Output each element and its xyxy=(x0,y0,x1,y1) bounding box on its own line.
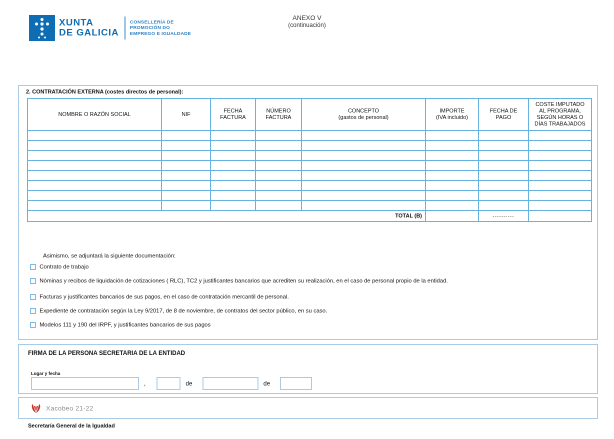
table-cell[interactable] xyxy=(302,201,426,211)
table-cell[interactable] xyxy=(479,191,529,201)
table-cell[interactable] xyxy=(211,161,256,171)
department-line2: PROMOCIÓN DO xyxy=(129,25,170,31)
table-cell[interactable] xyxy=(28,131,162,141)
doc-item xyxy=(30,264,89,271)
table-cell[interactable] xyxy=(28,151,162,161)
table-cell[interactable] xyxy=(28,191,162,201)
table-cell[interactable] xyxy=(302,151,426,161)
table-cell[interactable] xyxy=(426,171,479,181)
col-header-fecha-factura: FECHA FACTURA xyxy=(211,99,256,131)
xacobeo-panel xyxy=(18,397,598,419)
table-cell[interactable] xyxy=(28,161,162,171)
table-cell[interactable] xyxy=(426,131,479,141)
table-cell[interactable] xyxy=(28,201,162,211)
documentation-intro: Asimismo, se adjuntará la siguiente documentación: xyxy=(43,253,176,259)
table-cell[interactable] xyxy=(211,171,256,181)
place-date-row xyxy=(31,377,312,390)
table-cell[interactable] xyxy=(211,201,256,211)
table-cell[interactable] xyxy=(162,181,211,191)
total-label: TOTAL (B) xyxy=(28,211,426,222)
total-coste-cell[interactable] xyxy=(529,211,592,222)
footer-organization: Secretaría General de la Igualdad xyxy=(28,423,115,429)
table-cell[interactable] xyxy=(28,181,162,191)
page-title xyxy=(0,14,614,29)
section-title: 2. CONTRATACIÓN EXTERNA (costes directos de personal): xyxy=(26,89,184,95)
table-cell[interactable] xyxy=(256,131,302,141)
doc-item xyxy=(30,278,448,285)
checkbox[interactable] xyxy=(30,308,36,314)
place-input[interactable] xyxy=(31,377,139,390)
xacobeo-label: Xacobeo 21-22 xyxy=(46,404,94,412)
table-cell[interactable] xyxy=(529,191,592,201)
table-cell[interactable] xyxy=(302,171,426,181)
total-importe-cell[interactable] xyxy=(426,211,479,222)
doc-item xyxy=(30,308,327,315)
col-header-nif: NIF xyxy=(162,99,211,131)
table-cell[interactable] xyxy=(162,171,211,181)
table-cell[interactable] xyxy=(529,131,592,141)
table-cell[interactable] xyxy=(162,161,211,171)
table-cell[interactable] xyxy=(28,171,162,181)
comma-separator: , xyxy=(144,380,146,387)
table-cell[interactable] xyxy=(256,161,302,171)
checkbox[interactable] xyxy=(30,322,36,328)
table-row xyxy=(28,191,592,201)
total-row xyxy=(28,211,592,222)
day-input[interactable] xyxy=(157,377,181,390)
table-cell[interactable] xyxy=(529,201,592,211)
signature-title: FIRMA DE LA PERSONA SECRETARIA DE LA ENTIDAD xyxy=(28,349,186,357)
table-cell[interactable] xyxy=(479,131,529,141)
table-row xyxy=(28,181,592,191)
table-cell[interactable] xyxy=(529,141,592,151)
table-cell[interactable] xyxy=(426,201,479,211)
de-label-2: de xyxy=(263,380,271,387)
table-cell[interactable] xyxy=(162,141,211,151)
table-cell[interactable] xyxy=(426,151,479,161)
table-cell[interactable] xyxy=(256,201,302,211)
table-cell[interactable] xyxy=(256,191,302,201)
table-cell[interactable] xyxy=(162,201,211,211)
table-cell[interactable] xyxy=(302,181,426,191)
department-line3: EMPREGO E IGUALDADE xyxy=(129,30,192,37)
table-cell[interactable] xyxy=(529,181,592,191)
table-cell[interactable] xyxy=(256,171,302,181)
table-empty-rows xyxy=(28,131,592,211)
col-header-numero-factura: NÚMERO FACTURA xyxy=(256,99,302,131)
table-cell[interactable] xyxy=(211,141,256,151)
contracting-panel xyxy=(18,85,598,340)
table-cell[interactable] xyxy=(426,141,479,151)
table-cell[interactable] xyxy=(479,201,529,211)
doc-item-label: Contrato de trabajo xyxy=(39,264,89,270)
doc-item xyxy=(30,322,211,329)
table-cell[interactable] xyxy=(162,151,211,161)
table-cell[interactable] xyxy=(256,141,302,151)
col-header-importe: IMPORTE (IVA incluido) xyxy=(426,99,479,131)
col-header-concepto: CONCEPTO (gastos de personal) xyxy=(302,99,426,131)
place-date-label: Lugar y fecha xyxy=(31,371,61,376)
month-input[interactable] xyxy=(202,377,258,390)
department-line1: CONSELLERÍA DE xyxy=(129,19,174,25)
table-cell[interactable] xyxy=(302,161,426,171)
col-header-coste-imputado: COSTE IMPUTADO AL PROGRAMA, SEGÚN HORAS O DÍAS TRABAJADOS xyxy=(529,99,592,131)
table-cell[interactable] xyxy=(302,131,426,141)
table-row xyxy=(28,171,592,181)
annex-subtitle: (continuación) xyxy=(288,21,326,29)
table-row xyxy=(28,151,592,161)
doc-item-label: Nóminas y recibos de liquidación de cotizaciones ( RLC), TC2 y justificantes bancarios que acrediten su realización, en el caso de personal propio de la entidad. xyxy=(39,278,448,284)
doc-item xyxy=(30,294,289,301)
doc-item-label: Facturas y justificantes bancarios de sus pagos, en el caso de contratación mercantil de personal. xyxy=(39,294,289,300)
table-cell[interactable] xyxy=(426,161,479,171)
table-cell[interactable] xyxy=(479,141,529,151)
table-cell[interactable] xyxy=(256,151,302,161)
table-cell[interactable] xyxy=(162,191,211,201)
table-cell[interactable] xyxy=(479,151,529,161)
checkbox[interactable] xyxy=(30,264,36,270)
table-cell[interactable] xyxy=(479,161,529,171)
total-fecha-pago-cell: ---------- xyxy=(479,211,529,222)
table-cell[interactable] xyxy=(426,191,479,201)
checkbox[interactable] xyxy=(30,294,36,300)
brand-line2: DE GALICIA xyxy=(59,27,119,38)
table-row xyxy=(28,131,592,141)
table-cell[interactable] xyxy=(426,181,479,191)
table-cell[interactable] xyxy=(529,151,592,161)
table-cell[interactable] xyxy=(479,171,529,181)
table-cell[interactable] xyxy=(211,181,256,191)
table-cell[interactable] xyxy=(302,141,426,151)
external-contracting-table xyxy=(27,98,592,222)
year-input[interactable] xyxy=(280,377,312,390)
de-label-1: de xyxy=(185,380,193,387)
col-header-nombre: NOMBRE O RAZÓN SOCIAL xyxy=(28,99,162,131)
annex-title: ANEXO V xyxy=(292,14,322,22)
signature-panel xyxy=(18,344,598,394)
table-cell[interactable] xyxy=(211,191,256,201)
table-cell[interactable] xyxy=(479,181,529,191)
brand-line1: XUNTA xyxy=(59,17,94,28)
table-row xyxy=(28,141,592,151)
table-row xyxy=(28,201,592,211)
table-cell[interactable] xyxy=(256,181,302,191)
table-header-row xyxy=(28,99,592,131)
table-cell[interactable] xyxy=(302,191,426,201)
table-cell[interactable] xyxy=(529,161,592,171)
doc-item-label: Expediente de contratación según la Ley 9/2017, de 8 de noviembre, de contratos del sector público, en su caso. xyxy=(39,308,328,314)
table-cell[interactable] xyxy=(28,141,162,151)
table-cell[interactable] xyxy=(211,131,256,141)
scallop-shell-icon xyxy=(30,402,42,414)
table-row xyxy=(28,161,592,171)
checkbox[interactable] xyxy=(30,278,36,284)
table-cell[interactable] xyxy=(211,151,256,161)
doc-item-label: Modelos 111 y 190 del IRPF, y justificantes bancarios de sus pagos xyxy=(39,322,211,328)
table-cell[interactable] xyxy=(162,131,211,141)
table-cell[interactable] xyxy=(529,171,592,181)
col-header-fecha-pago: FECHA DE PAGO xyxy=(479,99,529,131)
